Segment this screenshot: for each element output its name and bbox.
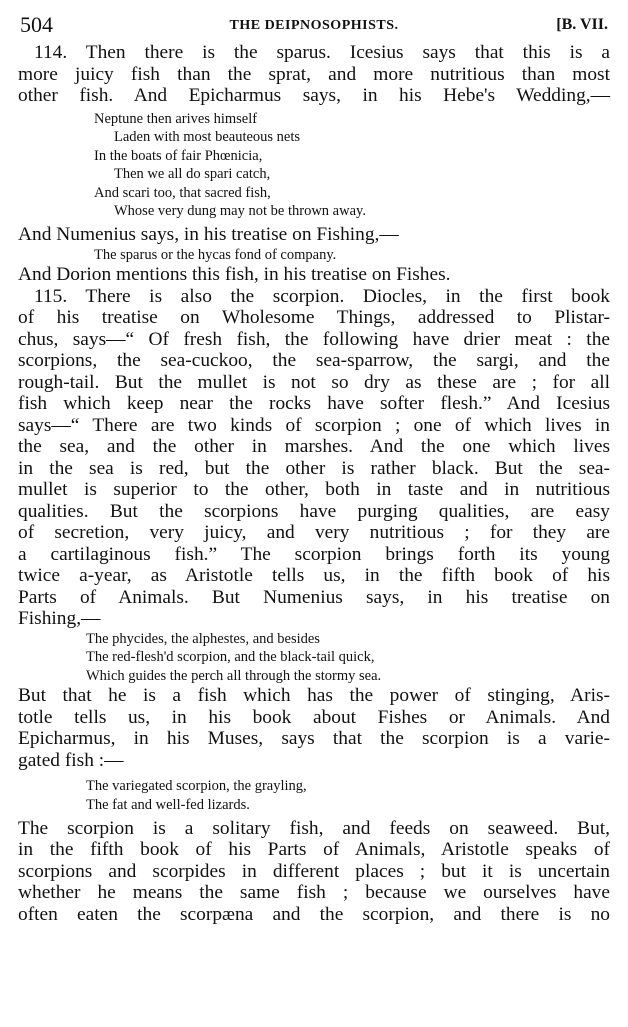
text-line: mullet is superior to the other, both in taste and in nutritious <box>18 479 610 501</box>
text-line: rough-tail. But the mullet is not so dry as these are ; for all <box>18 371 610 393</box>
text-line: And Dorion mentions this fish, in his treatise on Fishes. <box>18 264 451 286</box>
text-line: totle tells us, in his book about Fishes or Animals. And <box>18 706 610 728</box>
text-line: in the sea is red, but the other is rather black. But the sea- <box>18 457 610 479</box>
page-header <box>18 8 610 42</box>
paragraph-solitary <box>18 818 610 926</box>
text-line: 114. Then there is the sparus. Icesius says that this is a <box>34 42 610 63</box>
text-line: other fish. And Epicharmus says, in his Hebe's Wedding,— <box>18 85 610 106</box>
text-line: a cartilaginous fish.” The scorpion brings forth its young <box>18 543 610 565</box>
text-line: of his treatise on Wholesome Things, addressed to Plistar- <box>18 307 610 329</box>
verse-line: Then we all do spari catch, <box>114 166 271 183</box>
text-line: says—“ There are two kinds of scorpion ; one of which lives in <box>18 414 610 436</box>
verse-line: And scari too, that sacred fish, <box>94 184 271 201</box>
verse-line: The sparus or the hycas fond of company. <box>94 246 337 263</box>
text-line: But that he is a fish which has the power of stinging, Aris- <box>18 685 610 707</box>
paragraph-stinging <box>18 685 610 771</box>
verse-block-4 <box>18 777 610 814</box>
verse-line: Which guides the perch all through the stormy sea. <box>86 667 382 684</box>
verse-line: Neptune then arives himself <box>94 110 258 127</box>
text-line: in the fifth book of his Parts of Animals, Aristotle speaks of <box>18 839 610 861</box>
page-number: 504 <box>20 12 53 37</box>
text-line: Epicharmus, in his Muses, says that the scorpion is a varie- <box>18 728 610 750</box>
verse-line: The phycides, the alphestes, and besides <box>86 630 320 647</box>
text-line: Fishing,— <box>18 608 101 630</box>
verse-line: The variegated scorpion, the grayling, <box>86 778 307 795</box>
verse-line: Laden with most beauteous nets <box>114 129 301 146</box>
text-line: whether he means the same fish ; because we ourselves have <box>18 882 610 904</box>
text-line: twice a-year, as Aristotle tells us, in the fifth book of his <box>18 565 610 587</box>
text-line: Parts of Animals. But Numenius says, in his treatise on <box>18 586 610 608</box>
text-line: scorpions, the sea-cuckoo, the sea-sparrow, the sargi, and the <box>18 350 610 372</box>
verse-line: Whose very dung may not be thrown away. <box>114 203 366 220</box>
text-line: more juicy fish than the sprat, and more nutritious than most <box>18 63 610 85</box>
book-reference: [B. VII. <box>556 16 608 33</box>
verse-line: In the boats of fair Phœnicia, <box>94 147 263 164</box>
verse-block-1 <box>18 110 610 222</box>
text-line: And Numenius says, in his treatise on Fishing,— <box>18 224 399 246</box>
text-line: gated fish :— <box>18 749 124 771</box>
text-line: the sea, and the other in marshes. And the one which lives <box>18 436 610 458</box>
text-line: often eaten the scorpæna and the scorpion, and there is no <box>18 903 610 925</box>
text-line: scorpions and scorpides in different places ; but it is uncertain <box>18 860 610 882</box>
text-line: The scorpion is a solitary fish, and feeds on seaweed. But, <box>18 817 610 839</box>
text-line: fish which keep near the rocks have softer flesh.” And Icesius <box>18 393 610 415</box>
text-line: qualities. But the scorpions have purging qualities, are easy <box>18 500 610 522</box>
running-title: THE DEIPNOSOPHISTS. <box>229 18 399 33</box>
text-line: 115. There is also the scorpion. Diocles, in the first book <box>34 285 610 307</box>
book-page <box>18 8 610 925</box>
text-line: chus, says—“ Of fresh fish, the following have drier meat : the <box>18 328 610 350</box>
verse-line: The fat and well-fed lizards. <box>86 797 250 814</box>
paragraph-115 <box>18 286 610 630</box>
verse-block-3 <box>18 630 610 686</box>
paragraph-114 <box>18 42 610 107</box>
verse-line: The red-flesh'd scorpion, and the black-tail quick, <box>86 649 375 666</box>
text-line: of secretion, very juicy, and very nutritious ; for they are <box>18 522 610 544</box>
